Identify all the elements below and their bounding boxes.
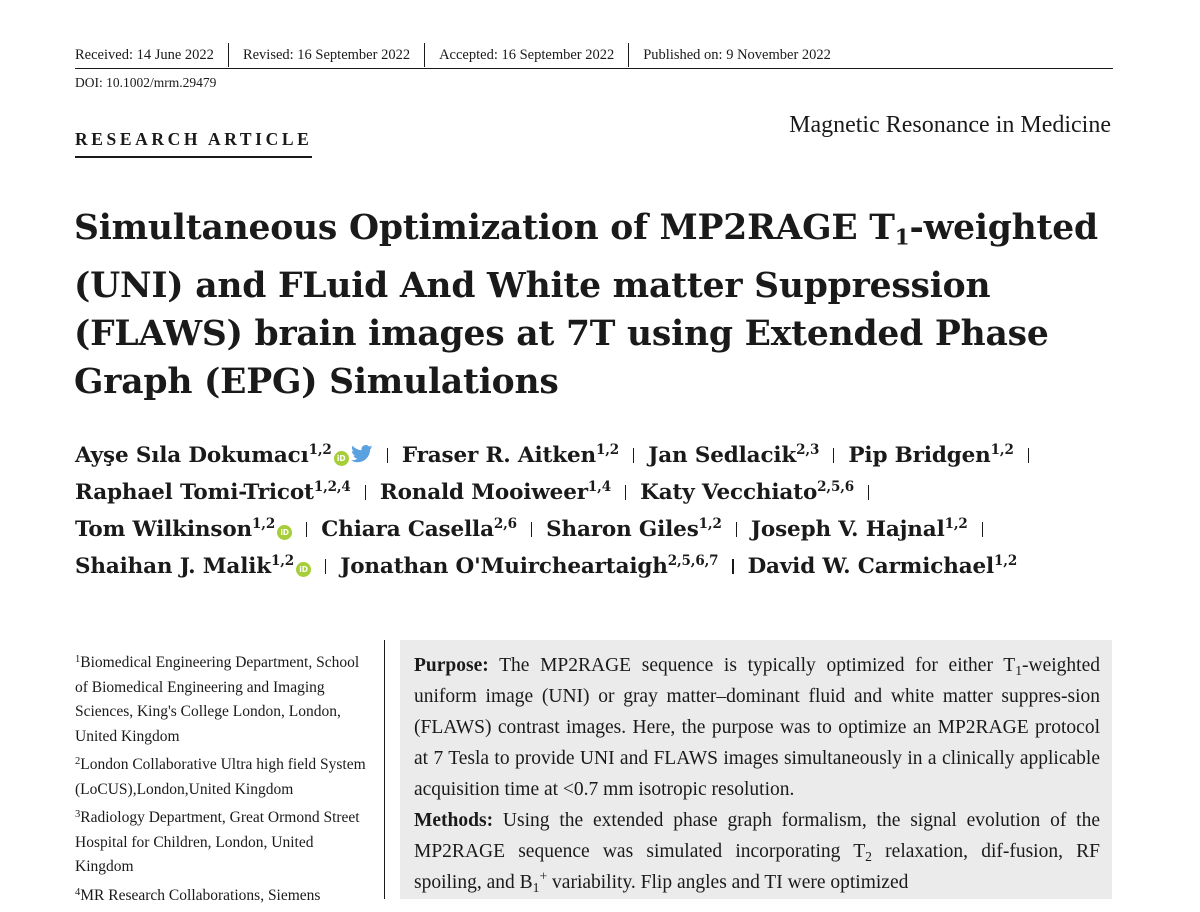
orcid-icon[interactable]: iD <box>334 451 349 466</box>
author[interactable]: Jonathan O'Muircheartaigh$^{2,5,6,7}$ <box>340 553 719 579</box>
author-separator <box>1028 448 1029 463</box>
publication-dates-bar <box>75 42 1113 69</box>
abstract-box <box>400 640 1112 899</box>
author[interactable]: Tom Wilkinson$^{1,2}$iD <box>75 517 292 542</box>
author[interactable]: Joseph V. Hajnal$^{1,2}$ <box>750 516 968 542</box>
author-separator <box>833 448 834 463</box>
affiliation-4: $^4$MR Research Collaborations, Siemens <box>75 886 321 904</box>
author[interactable]: Ronald Mooiweer$^{1,4}$ <box>379 479 611 505</box>
purpose-label: Purpose: <box>414 655 489 676</box>
affiliation-3: $^3$Radiology Department, Great Ormond Street Hospital for Children, London, United Kingdom <box>75 809 360 875</box>
affiliation-1: $^1$Biomedical Engineering Department, School of Biomedical Engineering and Imaging Sciences, King's College London, London, United Kingdom <box>75 654 360 745</box>
title-subscript: 1 <box>894 225 910 251</box>
author-separator <box>531 522 532 537</box>
author-list <box>75 437 1115 585</box>
doi[interactable]: DOI: 10.1002/mrm.29479 <box>75 75 217 90</box>
author[interactable]: Chiara Casella$^{2,6}$ <box>321 516 517 542</box>
author[interactable]: Ayşe Sıla Dokumacı$^{1,2}$iD <box>75 443 373 468</box>
affiliation-2: $^2$London Collaborative Ultra high field System (LoCUS),London,United Kingdom <box>75 756 366 798</box>
article-type-label: RESEARCH ARTICLE <box>75 129 312 158</box>
author-separator <box>732 559 733 574</box>
author[interactable]: Fraser R. Aitken$^{1,2}$ <box>401 442 620 468</box>
author[interactable]: Pip Bridgen$^{1,2}$ <box>848 442 1014 468</box>
twitter-icon[interactable] <box>351 445 373 463</box>
author-separator <box>736 522 737 537</box>
published-date: Published on: 9 November 2022 <box>628 43 845 67</box>
author[interactable]: Jan Sedlacik$^{2,3}$ <box>648 442 820 468</box>
column-divider <box>384 640 385 899</box>
author[interactable]: David W. Carmichael$^{1,2}$ <box>747 553 1018 579</box>
abstract-purpose: Purpose: The MP2RAGE sequence is typically optimized for either $T_1$-weighted uniform image (UNI) or gray matter–dominant fluid and white matter suppres-sion (FLAWS) contrast images. Here, the purpose was to optimize an MP2RAGE protocol at 7 Tesla to provide UNI and FLAWS images simultaneously in a clinically applicable acquisition time at <0.7 mm isotropic resolution. <box>414 655 1100 800</box>
methods-label: Methods: <box>414 810 494 831</box>
author-separator <box>387 448 388 463</box>
author[interactable]: Raphael Tomi-Tricot$^{1,2,4}$ <box>75 479 351 505</box>
affiliations-list <box>75 651 375 912</box>
accepted-date: Accepted: 16 September 2022 <box>424 43 628 67</box>
journal-name: Magnetic Resonance in Medicine <box>789 112 1111 138</box>
article-title <box>74 204 1154 406</box>
author-separator <box>325 559 326 574</box>
received-date: Received: 14 June 2022 <box>75 47 214 63</box>
author[interactable]: Sharon Giles$^{1,2}$ <box>546 516 722 542</box>
author-separator <box>868 485 869 500</box>
abstract-methods: Methods: Using the extended phase graph formalism, the signal evolution of the MP2RAGE sequence was simulated incorporating $T_2$ relaxation, dif-fusion, RF spoiling, and $B_1^+$ variability. Flip angles and TI were optimized <box>414 810 1101 896</box>
author[interactable]: Katy Vecchiato$^{2,5,6}$ <box>640 479 854 505</box>
revised-date: Revised: 16 September 2022 <box>228 43 424 67</box>
author-separator <box>306 522 307 537</box>
orcid-icon[interactable]: iD <box>296 562 311 577</box>
title-part-2: -weighted (UNI) and FLuid And White matter Suppression (FLAWS) brain images at 7T using Extended Phase Graph (EPG) Simulations <box>74 208 1098 403</box>
orcid-icon[interactable]: iD <box>277 525 292 540</box>
author-separator <box>625 485 626 500</box>
author-separator <box>982 522 983 537</box>
title-part-1: Simultaneous Optimization of MP2RAGE T <box>74 208 895 248</box>
author[interactable]: Shaihan J. Malik$^{1,2}$iD <box>75 554 311 579</box>
author-separator <box>365 485 366 500</box>
author-separator <box>633 448 634 463</box>
